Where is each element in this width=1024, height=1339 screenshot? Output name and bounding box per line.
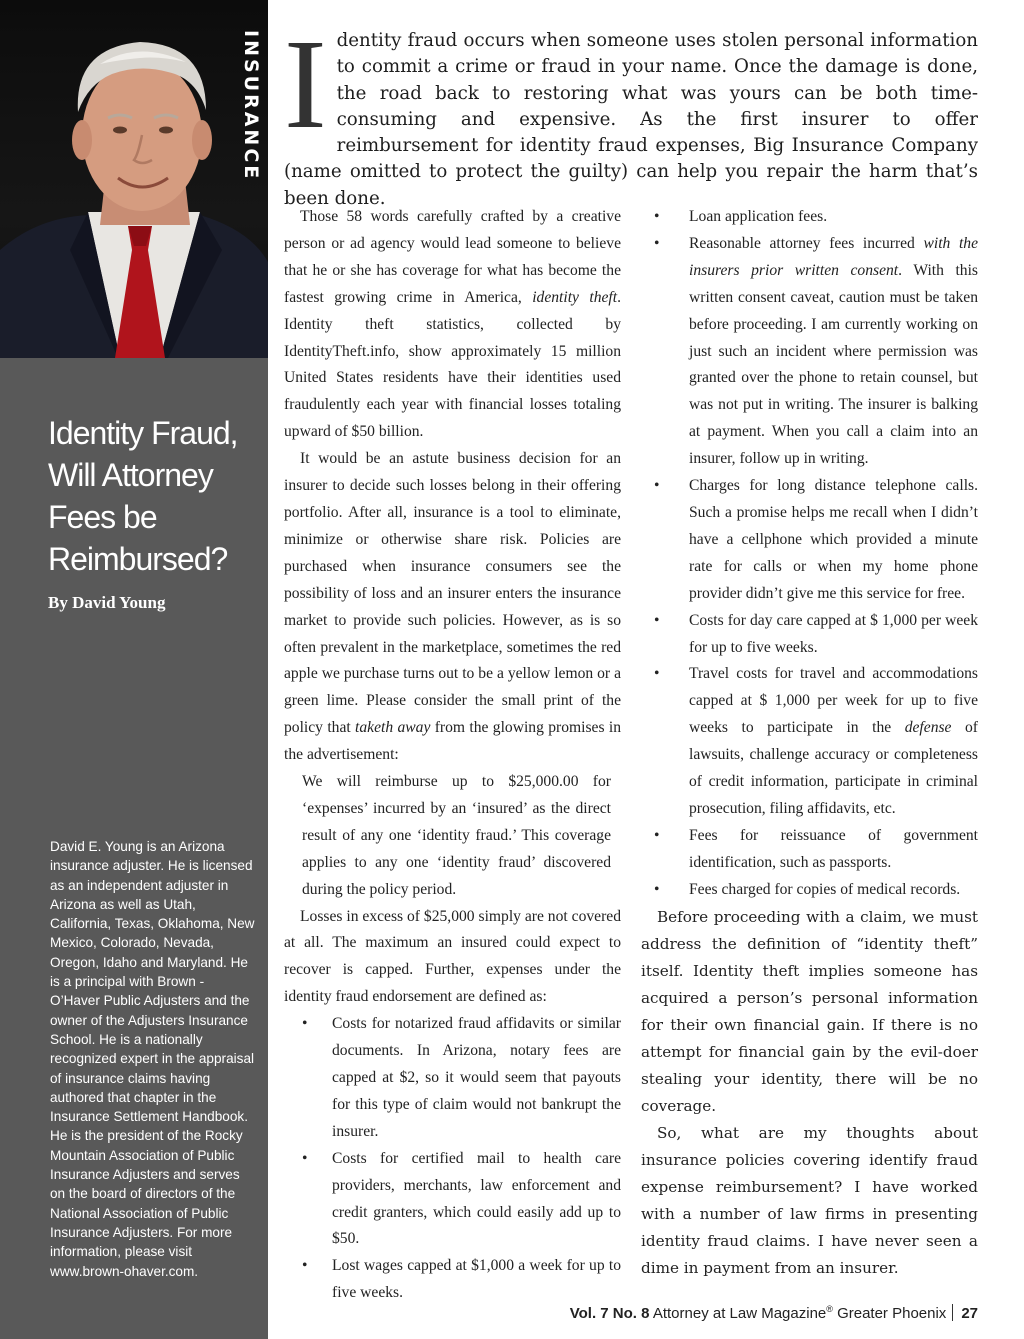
section-tag: INSURANCE bbox=[240, 30, 262, 182]
emphasis: taketh away bbox=[355, 719, 431, 737]
drop-cap: I bbox=[284, 13, 327, 155]
column-middle bbox=[284, 204, 621, 1307]
list-item: • Costs for notarized fraud affidavits or similar documents. In Arizona, notary fees are capped at $2, so it would seem that payouts for this type of claim would not bankrupt the insurer. bbox=[284, 1011, 621, 1146]
expense-list-continued bbox=[641, 204, 978, 904]
byline: By David Young bbox=[48, 593, 166, 612]
list-item bbox=[641, 661, 978, 822]
list-item bbox=[641, 231, 978, 473]
paragraph: Before proceeding with a claim, we must address the definition of “identity theft” itself. Identity theft implies someone has acquired a person’s personal information for their own financial gain. If there is no attempt for financial gain by the evil-doer stealing your identity, there will be no coverage. bbox=[641, 907, 978, 1115]
author-bio: David E. Young is an Arizona insurance adjuster. He is licensed as an independent adjuster in Arizona as well as Utah, California, Texas, Oklahoma, New Mexico, Colorado, Nevada, Oregon, Idaho and Maryland. He is a principal with Brown - O’Haver Public Adjusters and the owner of the Adjusters Insurance School. He is a nationally recognized expert in the appraisal of insurance claims having authored that chapter in the Insurance Settlement Handbook. He is the president of the Rocky Mountain Association of Public Insurance Adjusters and serves on the board of directors of the National Association of Public Insurance Adjusters. For more information, please visit www.brown-ohaver.com. bbox=[50, 839, 255, 1279]
edition-name: Greater Phoenix bbox=[837, 1305, 947, 1322]
expense-list bbox=[284, 1011, 621, 1307]
paragraph bbox=[284, 204, 621, 446]
page-number: 27 bbox=[961, 1305, 978, 1322]
issue-number: Vol. 7 No. 8 bbox=[569, 1305, 650, 1322]
list-item: • Costs for certified mail to health care providers, merchants, law enforcement and credit granters, which could easily add up to $50. bbox=[284, 1146, 621, 1254]
list-item: • Loan application fees. bbox=[641, 204, 978, 231]
text-run: . With this written consent caveat, caution must be taken before proceeding. I am currently working on just such an incident where permission was granted over the phone to retain counsel, but was not put in writing. The insurer is balking at payment. When you call a claim into an insurer, follow up in writing. bbox=[689, 261, 979, 468]
paragraph: Losses in excess of $25,000 simply are not covered at all. The maximum an insured could expect to recover is capped. Further, expenses under the identity fraud endorsement are defined as: bbox=[284, 907, 621, 1006]
text-run: Travel costs for travel and accommodations capped at $ 1,000 per week for up to five weeks to participate in the bbox=[689, 665, 978, 737]
footer-divider bbox=[952, 1304, 953, 1321]
list-item: • Fees charged for copies of medical records. bbox=[641, 877, 978, 904]
article-headline: Identity Fraud, Will Attorney Fees be Reimbursed? bbox=[48, 415, 238, 577]
text-run: Those 58 words carefully crafted by a creative person or ad agency would lead someone to believe that he or she has coverage for what has become the fastest growing crime in America, bbox=[284, 208, 621, 306]
text-run: Reasonable attorney fees incurred bbox=[689, 234, 924, 252]
text-run: of lawsuits, challenge accuracy or completeness of credit information, participate in criminal prosecution, filing affidavits, etc. bbox=[689, 719, 979, 817]
emphasis: defense bbox=[904, 719, 952, 737]
policy-quote: We will reimburse up to $25,000.00 for ‘expenses’ incurred by an ‘insured’ as the direct result of any one ‘identity fraud.’ This coverage applies to any one ‘identity fraud’ discovered during the policy period. bbox=[302, 773, 611, 898]
registered-mark: ® bbox=[826, 1304, 833, 1314]
text-run: It would be an astute business decision for an insurer to decide such losses belong in their offering portfolio. After all, insurance is a tool to eliminate, minimize or otherwise share risk. Policies are purchased when insurance consumers see the possibility of loss and an insurer enters the insurance market to provide such policies. However, as is so often prevalent in the marketplace, sometimes the red apple we purchase turns out to be a yellow lemon or a green lime. Please consider the small print of the policy that bbox=[284, 450, 621, 737]
paragraph: So, what are my thoughts about insurance policies covering identify fraud expense reimbursement? I have worked with a number of law firms in presenting identity fraud claims. I have never seen a dime in payment from an insurer. bbox=[641, 1123, 978, 1277]
text-run: . Identity theft statistics, collected by IdentityTheft.info, show approximately 15 million United States residents have their identities used fraudulently each year with financial losses totaling upward of $50 billion. bbox=[284, 288, 621, 441]
column-right bbox=[641, 204, 978, 1282]
intro-text: dentity fraud occurs when someone uses stolen personal information to commit a crime or fraud in your name. Once the damage is done, the road back to restoring what was yours can be both time-consuming and expensive. As the first insurer to offer reimbursement for identity fraud expenses, Big Insurance Company (name omitted to protect the guilty) can help you repair the harm that’s been done. bbox=[284, 30, 978, 209]
emphasis: identity theft bbox=[532, 288, 618, 306]
list-item: • Costs for day care capped at $ 1,000 per week for up to five weeks. bbox=[641, 608, 978, 662]
paragraph bbox=[284, 446, 621, 769]
intro-paragraph bbox=[284, 13, 978, 212]
text-run: from the glowing promises in the advertisement: bbox=[284, 719, 621, 764]
list-item: • Charges for long distance telephone calls. Such a promise helps me recall when I didn’t have a cellphone which provided a minute rate for calls or when my home phone provider didn’t give me this service for free. bbox=[641, 473, 978, 608]
list-item: • Fees for reissuance of government identification, such as passports. bbox=[641, 823, 978, 877]
magazine-name: Attorney at Law Magazine bbox=[652, 1305, 827, 1322]
emphasis: with the insurers prior written consent bbox=[689, 234, 978, 279]
sidebar bbox=[0, 0, 268, 1339]
page-footer bbox=[570, 1304, 978, 1322]
list-item: • Lost wages capped at $1,000 a week for up to five weeks. bbox=[284, 1253, 621, 1307]
